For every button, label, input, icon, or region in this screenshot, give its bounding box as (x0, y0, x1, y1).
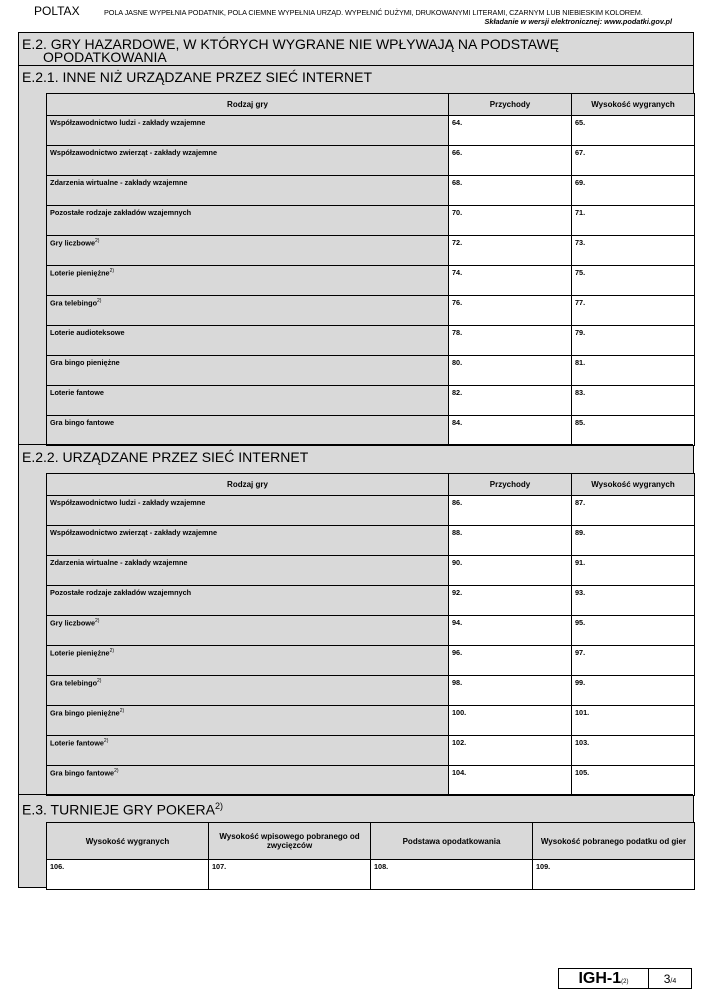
field-108[interactable]: 108. (371, 860, 533, 890)
electronic-filing-note: Składanie w wersji elektronicznej: www.podatki.gov.pl (484, 17, 672, 26)
winnings-field[interactable]: 85. (572, 416, 695, 446)
game-type-label: Loterie fantowe$^{2)}$ (47, 736, 449, 766)
winnings-field[interactable]: 73. (572, 236, 695, 266)
col-header-winnings: Wysokość wygranych (572, 474, 695, 496)
poker-tournaments-table (46, 822, 695, 890)
table-row (47, 526, 695, 556)
winnings-field[interactable]: 91. (572, 556, 695, 586)
revenue-field[interactable]: 74. (449, 266, 572, 296)
game-type-label: Loterie audioteksowe (47, 326, 449, 356)
revenue-field[interactable]: 66. (449, 146, 572, 176)
table-row (47, 386, 695, 416)
section-e22-title: E.2.2. URZĄDZANE PRZEZ SIEĆ INTERNET (22, 449, 309, 465)
col-header-tax-collected: Wysokość pobranego podatku od gier (533, 823, 695, 860)
table-row (47, 116, 695, 146)
game-type-label: Gra bingo pieniężne$^{2)}$ (47, 706, 449, 736)
table-row (47, 176, 695, 206)
winnings-field[interactable]: 77. (572, 296, 695, 326)
form-page (18, 32, 694, 888)
winnings-field[interactable]: 99. (572, 676, 695, 706)
revenue-field[interactable]: 68. (449, 176, 572, 206)
table-row (47, 296, 695, 326)
col-header-game-type: Rodzaj gry (47, 474, 449, 496)
game-type-label: Gra telebingo$^{2)}$ (47, 676, 449, 706)
table-row (47, 146, 695, 176)
revenue-field[interactable]: 80. (449, 356, 572, 386)
winnings-field[interactable]: 95. (572, 616, 695, 646)
revenue-field[interactable]: 72. (449, 236, 572, 266)
games-non-internet-table (46, 93, 695, 446)
section-e2-title: E.2. GRY HAZARDOWE, W KTÓRYCH WYGRANE NIE WPŁYWAJĄ NA PODSTAWĘ OPODATKOWANIA (22, 36, 559, 65)
revenue-field[interactable]: 78. (449, 326, 572, 356)
revenue-field[interactable]: 92. (449, 586, 572, 616)
table-row (47, 416, 695, 446)
winnings-field[interactable]: 81. (572, 356, 695, 386)
revenue-field[interactable]: 64. (449, 116, 572, 146)
game-type-label: Loterie fantowe (47, 386, 449, 416)
table-row (47, 206, 695, 236)
divider (19, 65, 693, 66)
winnings-field[interactable]: 97. (572, 646, 695, 676)
table-row (47, 586, 695, 616)
winnings-field[interactable]: 69. (572, 176, 695, 206)
table-row (47, 646, 695, 676)
game-type-label: Zdarzenia wirtualne - zakłady wzajemne (47, 176, 449, 206)
fill-instructions: POLA JASNE WYPEŁNIA PODATNIK, POLA CIEMNE WYPEŁNIA URZĄD. WYPEŁNIĆ DUŻYMI, DRUKOWANYMI LITERAMI, CZARNYM LUB NIEBIESKIM KOLOREM. (104, 8, 643, 17)
game-type-label: Współzawodnictwo ludzi - zakłady wzajemne (47, 496, 449, 526)
page-number: 3/4 (663, 972, 677, 986)
form-id-box (558, 968, 692, 989)
field-106[interactable]: 106. (47, 860, 209, 890)
col-header-entry-fee: Wysokość wpisowego pobranego od zwycięzców (209, 823, 371, 860)
game-type-label: Loterie pieniężne$^{2)}$ (47, 266, 449, 296)
winnings-field[interactable]: 87. (572, 496, 695, 526)
table-row (47, 356, 695, 386)
revenue-field[interactable]: 104. (449, 766, 572, 796)
col-header-revenue: Przychody (449, 94, 572, 116)
winnings-field[interactable]: 67. (572, 146, 695, 176)
field-107[interactable]: 107. (209, 860, 371, 890)
table-row (47, 706, 695, 736)
table-row (47, 766, 695, 796)
col-header-winnings: Wysokość wygranych (47, 823, 209, 860)
winnings-field[interactable]: 83. (572, 386, 695, 416)
winnings-field[interactable]: 75. (572, 266, 695, 296)
col-header-revenue: Przychody (449, 474, 572, 496)
divider (19, 794, 693, 795)
revenue-field[interactable]: 82. (449, 386, 572, 416)
divider (19, 444, 693, 445)
table-row (47, 236, 695, 266)
form-code: IGH-1(2) (559, 969, 649, 988)
section-e21-title: E.2.1. INNE NIŻ URZĄDZANE PRZEZ SIEĆ INTERNET (22, 69, 373, 85)
game-type-label: Zdarzenia wirtualne - zakłady wzajemne (47, 556, 449, 586)
winnings-field[interactable]: 105. (572, 766, 695, 796)
game-type-label: Gra telebingo$^{2)}$ (47, 296, 449, 326)
revenue-field[interactable]: 88. (449, 526, 572, 556)
revenue-field[interactable]: 76. (449, 296, 572, 326)
winnings-field[interactable]: 103. (572, 736, 695, 766)
winnings-field[interactable]: 79. (572, 326, 695, 356)
revenue-field[interactable]: 102. (449, 736, 572, 766)
section-e3-title: E.3. TURNIEJE GRY POKERA$^{2)}$ (22, 801, 223, 818)
col-header-game-type: Rodzaj gry (47, 94, 449, 116)
revenue-field[interactable]: 96. (449, 646, 572, 676)
revenue-field[interactable]: 94. (449, 616, 572, 646)
game-type-label: Loterie pieniężne$^{2)}$ (47, 646, 449, 676)
table-row (47, 676, 695, 706)
table-row (47, 266, 695, 296)
table-row (47, 556, 695, 586)
game-type-label: Gry liczbowe$^{2)}$ (47, 616, 449, 646)
game-type-label: Współzawodnictwo zwierząt - zakłady wzajemne (47, 526, 449, 556)
game-type-label: Gra bingo fantowe (47, 416, 449, 446)
field-109[interactable]: 109. (533, 860, 695, 890)
winnings-field[interactable]: 65. (572, 116, 695, 146)
game-type-label: Współzawodnictwo zwierząt - zakłady wzajemne (47, 146, 449, 176)
revenue-field[interactable]: 98. (449, 676, 572, 706)
revenue-field[interactable]: 90. (449, 556, 572, 586)
col-header-tax-base: Podstawa opodatkowania (371, 823, 533, 860)
winnings-field[interactable]: 89. (572, 526, 695, 556)
game-type-label: Pozostałe rodzaje zakładów wzajemnych (47, 206, 449, 236)
revenue-field[interactable]: 84. (449, 416, 572, 446)
revenue-field[interactable]: 70. (449, 206, 572, 236)
game-type-label: Gra bingo pieniężne (47, 356, 449, 386)
table-row (47, 616, 695, 646)
winnings-field[interactable]: 101. (572, 706, 695, 736)
table-row (47, 326, 695, 356)
winnings-field[interactable]: 93. (572, 586, 695, 616)
game-type-label: Współzawodnictwo ludzi - zakłady wzajemne (47, 116, 449, 146)
revenue-field[interactable]: 100. (449, 706, 572, 736)
game-type-label: Pozostałe rodzaje zakładów wzajemnych (47, 586, 449, 616)
table-row (47, 736, 695, 766)
game-type-label: Gra bingo fantowe$^{2)}$ (47, 766, 449, 796)
table-row (47, 496, 695, 526)
games-internet-table (46, 473, 695, 796)
revenue-field[interactable]: 86. (449, 496, 572, 526)
poltax-brand: POLTAX (34, 4, 80, 18)
col-header-winnings: Wysokość wygranych (572, 94, 695, 116)
game-type-label: Gry liczbowe$^{2)}$ (47, 236, 449, 266)
winnings-field[interactable]: 71. (572, 206, 695, 236)
